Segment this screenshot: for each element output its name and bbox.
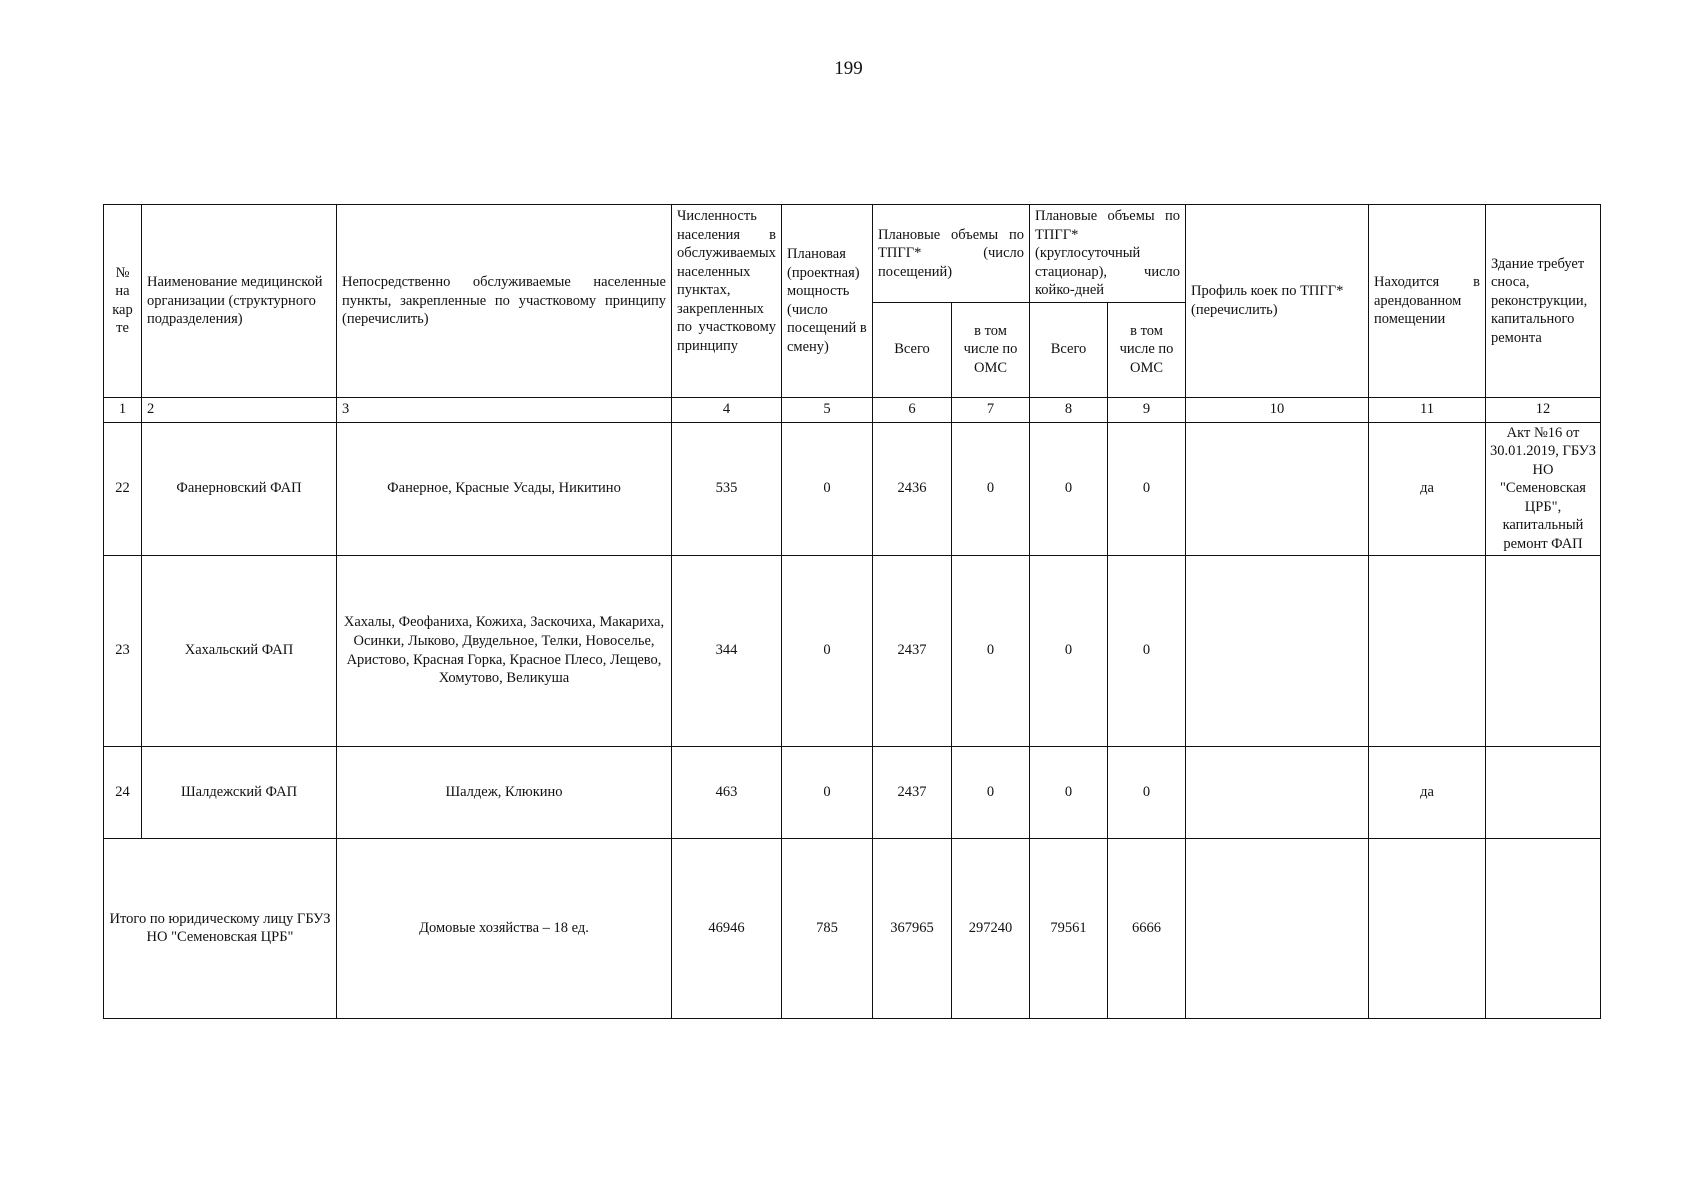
total-rented	[1369, 838, 1486, 1018]
colnum-1: 1	[104, 397, 142, 422]
row-visits-oms: 0	[952, 746, 1030, 838]
row-visits-oms: 0	[952, 555, 1030, 746]
colnum-7: 7	[952, 397, 1030, 422]
total-label: Итого по юридическому лицу ГБУЗ НО "Семеновская ЦРБ"	[104, 838, 337, 1018]
row-bed-profile	[1186, 555, 1369, 746]
row-settlements: Шалдеж, Клюкино	[337, 746, 672, 838]
colnum-2: 2	[142, 397, 337, 422]
row-bed-profile	[1186, 422, 1369, 555]
row-rented	[1369, 555, 1486, 746]
total-visits-total: 367965	[873, 838, 952, 1018]
total-row	[104, 838, 1601, 1018]
row-population: 344	[672, 555, 782, 746]
colnum-5: 5	[782, 397, 873, 422]
row-population: 535	[672, 422, 782, 555]
header-beds-oms: в том числе по ОМС	[1108, 302, 1186, 397]
colnum-4: 4	[672, 397, 782, 422]
table-row	[104, 422, 1601, 555]
row-settlements: Хахалы, Феофаниха, Кожиха, Заскочиха, Макариха, Осинки, Лыково, Двудельное, Телки, Новоселье, Аристово, Красная Горка, Красное Плесо, Лещево, Хомутово, Великуша	[337, 555, 672, 746]
row-building: Акт №16 от 30.01.2019, ГБУЗ НО "Семеновская ЦРБ", капитальный ремонт ФАП	[1486, 422, 1601, 555]
total-visits-oms: 297240	[952, 838, 1030, 1018]
header-bed-profile: Профиль коек по ТПГГ* (перечислить)	[1186, 205, 1369, 398]
row-num: 23	[104, 555, 142, 746]
header-num: № на кар те	[104, 205, 142, 398]
header-population: Численность населения в обслуживаемых населенных пунктах, закрепленных по участковому принципу	[672, 205, 782, 398]
colnum-3: 3	[337, 397, 672, 422]
total-building	[1486, 838, 1601, 1018]
row-beds-total: 0	[1030, 555, 1108, 746]
colnum-6: 6	[873, 397, 952, 422]
row-capacity: 0	[782, 555, 873, 746]
row-beds-total: 0	[1030, 746, 1108, 838]
row-org-name: Фанерновский ФАП	[142, 422, 337, 555]
row-capacity: 0	[782, 746, 873, 838]
row-beds-oms: 0	[1108, 746, 1186, 838]
row-capacity: 0	[782, 422, 873, 555]
table-row	[104, 555, 1601, 746]
colnum-8: 8	[1030, 397, 1108, 422]
row-num: 24	[104, 746, 142, 838]
header-beds-total: Всего	[1030, 302, 1108, 397]
row-population: 463	[672, 746, 782, 838]
row-visits-total: 2436	[873, 422, 952, 555]
fap-table	[103, 204, 1601, 1019]
total-beds-total: 79561	[1030, 838, 1108, 1018]
header-building: Здание требует сноса, реконструкции, капитального ремонта	[1486, 205, 1601, 398]
row-visits-oms: 0	[952, 422, 1030, 555]
row-rented: да	[1369, 422, 1486, 555]
total-capacity: 785	[782, 838, 873, 1018]
total-beds-oms: 6666	[1108, 838, 1186, 1018]
row-visits-total: 2437	[873, 555, 952, 746]
row-visits-total: 2437	[873, 746, 952, 838]
total-bed-profile	[1186, 838, 1369, 1018]
row-beds-oms: 0	[1108, 555, 1186, 746]
page-number: 199	[834, 58, 863, 79]
row-org-name: Шалдежский ФАП	[142, 746, 337, 838]
header-visits-oms: в том числе по ОМС	[952, 302, 1030, 397]
table-row	[104, 746, 1601, 838]
row-building	[1486, 555, 1601, 746]
colnum-10: 10	[1186, 397, 1369, 422]
header-capacity: Плановая (проектная) мощность (число посещений в смену)	[782, 205, 873, 398]
header-rented: Находится в арендованном помещении	[1369, 205, 1486, 398]
total-settlements: Домовые хозяйства – 18 ед.	[337, 838, 672, 1018]
header-planned-beds: Плановые объемы по ТПГГ* (круглосуточный стационар), число койко-дней	[1030, 205, 1186, 303]
colnum-9: 9	[1108, 397, 1186, 422]
colnum-11: 11	[1369, 397, 1486, 422]
colnum-12: 12	[1486, 397, 1601, 422]
header-settlements: Непосредственно обслуживаемые населенные пункты, закрепленные по участковому принципу (перечислить)	[337, 205, 672, 398]
row-org-name: Хахальский ФАП	[142, 555, 337, 746]
header-row-1	[104, 205, 1601, 303]
row-beds-oms: 0	[1108, 422, 1186, 555]
row-beds-total: 0	[1030, 422, 1108, 555]
total-population: 46946	[672, 838, 782, 1018]
header-planned-visits: Плановые объемы по ТПГГ* (число посещений)	[873, 205, 1030, 303]
column-numbers-row	[104, 397, 1601, 422]
row-rented: да	[1369, 746, 1486, 838]
row-settlements: Фанерное, Красные Усады, Никитино	[337, 422, 672, 555]
row-bed-profile	[1186, 746, 1369, 838]
header-org-name: Наименование медицинской организации (структурного подразделения)	[142, 205, 337, 398]
header-visits-total: Всего	[873, 302, 952, 397]
row-building	[1486, 746, 1601, 838]
row-num: 22	[104, 422, 142, 555]
